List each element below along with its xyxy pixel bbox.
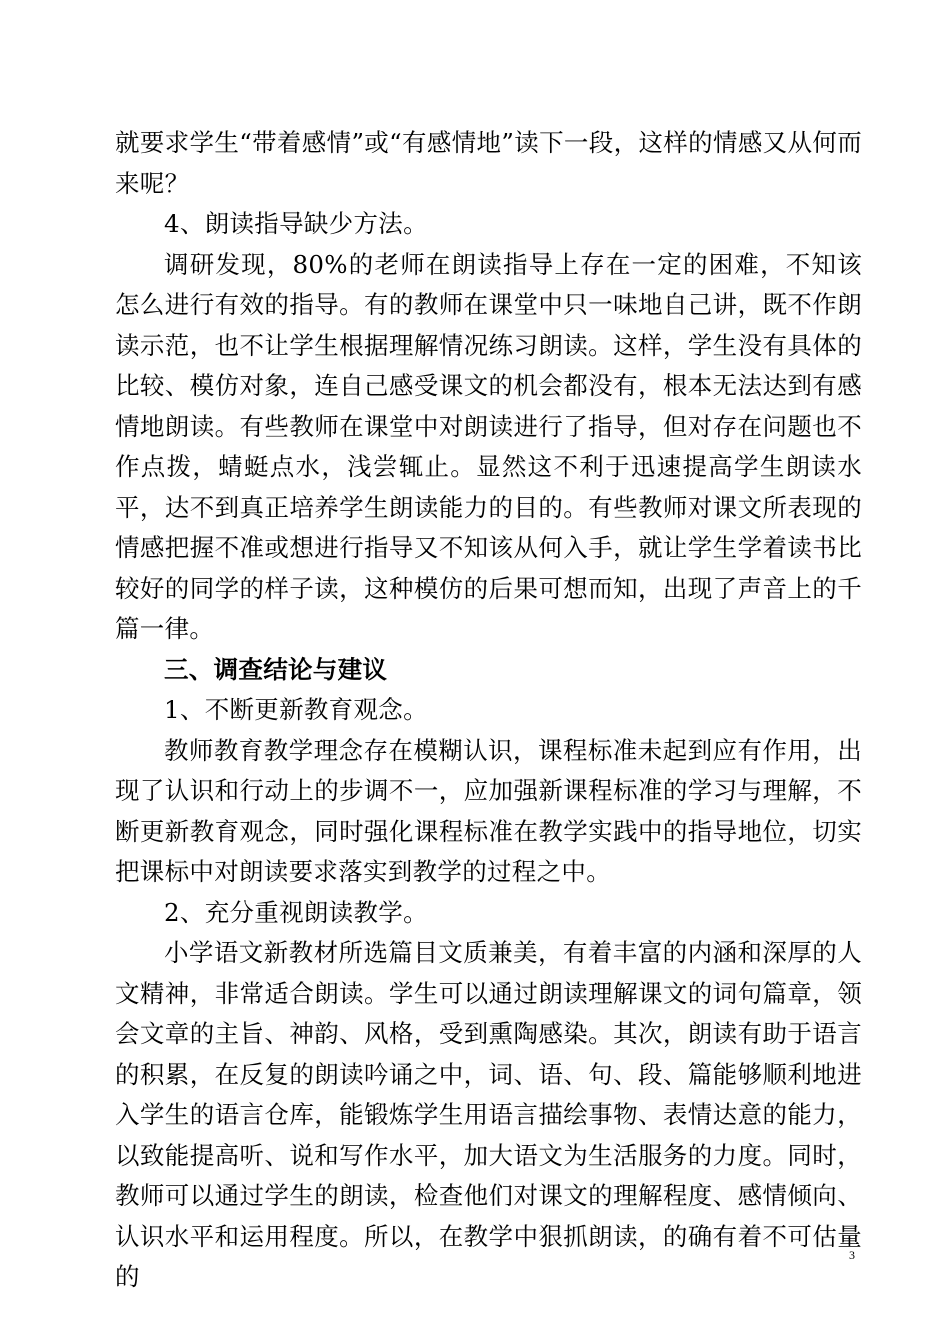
subheading-update-concepts: 1、不断更新教育观念。 [164, 695, 428, 724]
document-body [115, 123, 862, 1298]
subheading-reading-guidance: 4、朗读指导缺少方法。 [164, 209, 428, 238]
paragraph-value-reading: 小学语文新教材所选篇目文质兼美，有着丰富的内涵和深厚的人文精神，非常适合朗读。学生可以通过朗读理解课文的词句篇章，领会文章的主旨、神韵、风格，受到熏陶感染。其次，朗读有助于语言的积累，在反复的朗读吟诵之中，词、语、句、段、篇能够顺利地进入学生的语言仓库，能锻炼学生用语言描绘事物、表情达意的能力，以致能提高听、说和写作水平，加大语文为生活服务的力度。同时，教师可以通过学生的朗读，检查他们对课文的理解程度、感情倾向、认识水平和运用程度。所以，在教学中狠抓朗读，的确有着不可估量的 [115, 938, 862, 1291]
page-number: 3 [849, 1248, 855, 1262]
paragraph-update-concepts: 教师教育教学理念存在模糊认识，课程标准未起到应有作用，出现了认识和行动上的步调不一，应加强新课程标准的学习与理解，不断更新教育观念，同时强化课程标准在教学实践中的指导地位，切实把课标中对朗读要求落实到教学的过程之中。 [115, 735, 862, 886]
subheading-value-reading: 2、充分重视朗读教学。 [164, 897, 428, 927]
paragraph-survey-findings: 调研发现，80%的老师在朗读指导上存在一定的困难，不知该怎么进行有效的指导。有的教师在课堂中只一味地自己讲，既不作朗读示范，也不让学生根据理解情况练习朗读。这样，学生没有具体的比较、模仿对象，连自己感受课文的机会都没有，根本无法达到有感情地朗读。有些教师在课堂中对朗读进行了指导，但对存在问题也不作点拨，蜻蜓点水，浅尝辄止。显然这不利于迅速提高学生朗读水平，达不到真正培养学生朗读能力的目的。有些教师对课文所表现的情感把握不准或想进行指导又不知该从何入手，就让学生学着读书比较好的同学的样子读，这种模仿的后果可想而知，出现了声音上的千篇一律。 [115, 249, 862, 643]
section-heading-conclusions: 三、调查结论与建议 [164, 654, 388, 684]
paragraph-continuation: 就要求学生“带着感情”或“有感情地”读下一段，这样的情感又从何而来呢？ [115, 128, 862, 198]
